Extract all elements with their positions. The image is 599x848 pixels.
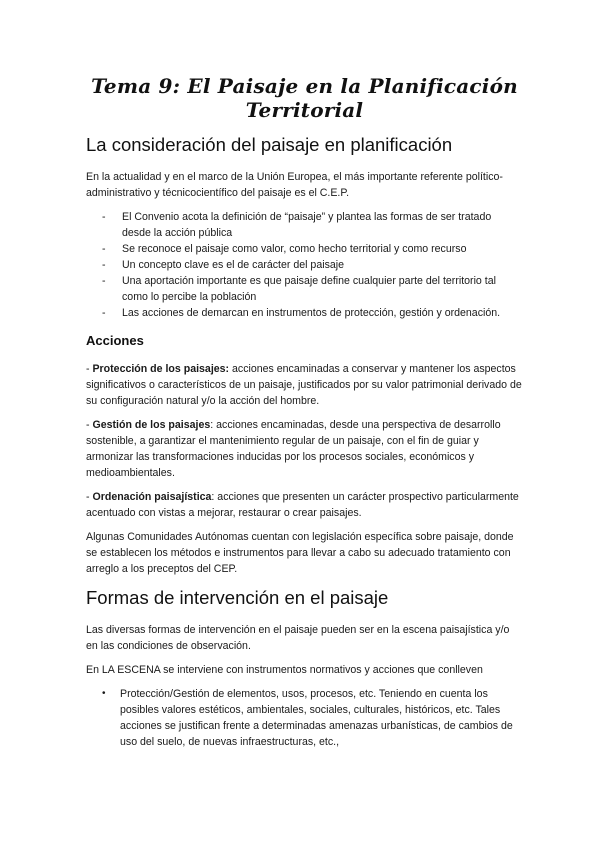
accion-prefix: - (86, 491, 93, 503)
accion-gestion-paragraph (86, 417, 523, 481)
document-title: Tema 9: El Paisaje en la Planificación Territorial (91, 74, 518, 122)
list-item-text: Un concepto clave es el de carácter del paisaje (122, 259, 345, 271)
dash-marker: - (102, 275, 106, 287)
accion-text: acciones encaminadas a conservar y mantener los aspectos significativos o característicos de un paisaje, justificados por su valor patrimonial derivado de su configuración natural y/o la acción del hombre. (86, 363, 522, 407)
accion-proteccion-paragraph (86, 361, 523, 409)
list-item (102, 209, 523, 241)
list-item-text: Las acciones de demarcan en instrumentos de protección, gestión y ordenación. (122, 307, 501, 319)
list-item (102, 241, 523, 257)
list-item-text: Una aportación importante es que paisaje define cualquier parte del territorio tal como lo percibe la población (122, 275, 496, 303)
list-item (102, 273, 523, 305)
comunidades-paragraph: Algunas Comunidades Autónomas cuentan con legislación específica sobre paisaje, donde se establecen los métodos e instrumentos para llevar a cabo su adecuado tratamiento con arreglo a los preceptos del CEP. (86, 531, 514, 575)
accion-term: Protección de los paisajes: (92, 363, 230, 375)
section-heading-consideracion: La consideración del paisaje en planificación (86, 134, 453, 155)
accion-term: Gestión de los paisajes (92, 419, 211, 431)
list-item (102, 257, 523, 273)
accion-prefix: - (86, 419, 93, 431)
bullet-marker: • (102, 688, 106, 699)
accion-term: Ordenación paisajística (92, 491, 212, 503)
formas-intro-paragraph: Las diversas formas de intervención en el paisaje pueden ser en la escena paisajística y/o en las condiciones de observación. (86, 624, 510, 652)
cep-bullet-list (86, 209, 523, 321)
dash-marker: - (102, 307, 106, 319)
dash-marker: - (102, 259, 106, 271)
accion-prefix: - (86, 363, 93, 375)
list-item-text: Se reconoce el paisaje como valor, como hecho territorial y como recurso (122, 243, 467, 255)
list-item-text: Protección/Gestión de elementos, usos, procesos, etc. Teniendo en cuenta los posibles valores estéticos, ambientales, sociales, culturales, históricos, etc. Tales acciones se justifican frente a determinadas amenazas urbanísticas, de cambios de uso del suelo, de nuevas infraestructuras, etc., (120, 688, 513, 748)
escena-bullet-list (86, 686, 523, 750)
dash-marker: - (102, 211, 106, 223)
subheading-acciones: Acciones (86, 333, 144, 348)
escena-paragraph: En LA ESCENA se interviene con instrumentos normativos y acciones que conlleven (86, 664, 483, 676)
section-intro-paragraph: En la actualidad y en el marco de la Unión Europea, el más importante referente político-administrativo y técnicocientífico del paisaje es el C.E.P. (86, 171, 503, 199)
list-item (102, 305, 523, 321)
list-item-text: El Convenio acota la definición de “paisaje” y plantea las formas de ser tratado desde la acción pública (122, 211, 492, 239)
dash-marker: - (102, 243, 106, 255)
accion-ordenacion-paragraph (86, 489, 523, 521)
section-heading-formas: Formas de intervención en el paisaje (86, 587, 389, 608)
list-item (102, 686, 523, 750)
accion-text: : acciones encaminadas, desde una perspectiva de desarrollo sostenible, a garantizar el mantenimiento regular de un paisaje, con el fin de guiar y armonizar las transformaciones inducidas por los procesos sociales, económicos y medioambientales. (86, 419, 501, 479)
accion-text: : acciones que presenten un carácter prospectivo particularmente acentuado con vistas a mejorar, restaurar o crear paisajes. (86, 491, 519, 519)
